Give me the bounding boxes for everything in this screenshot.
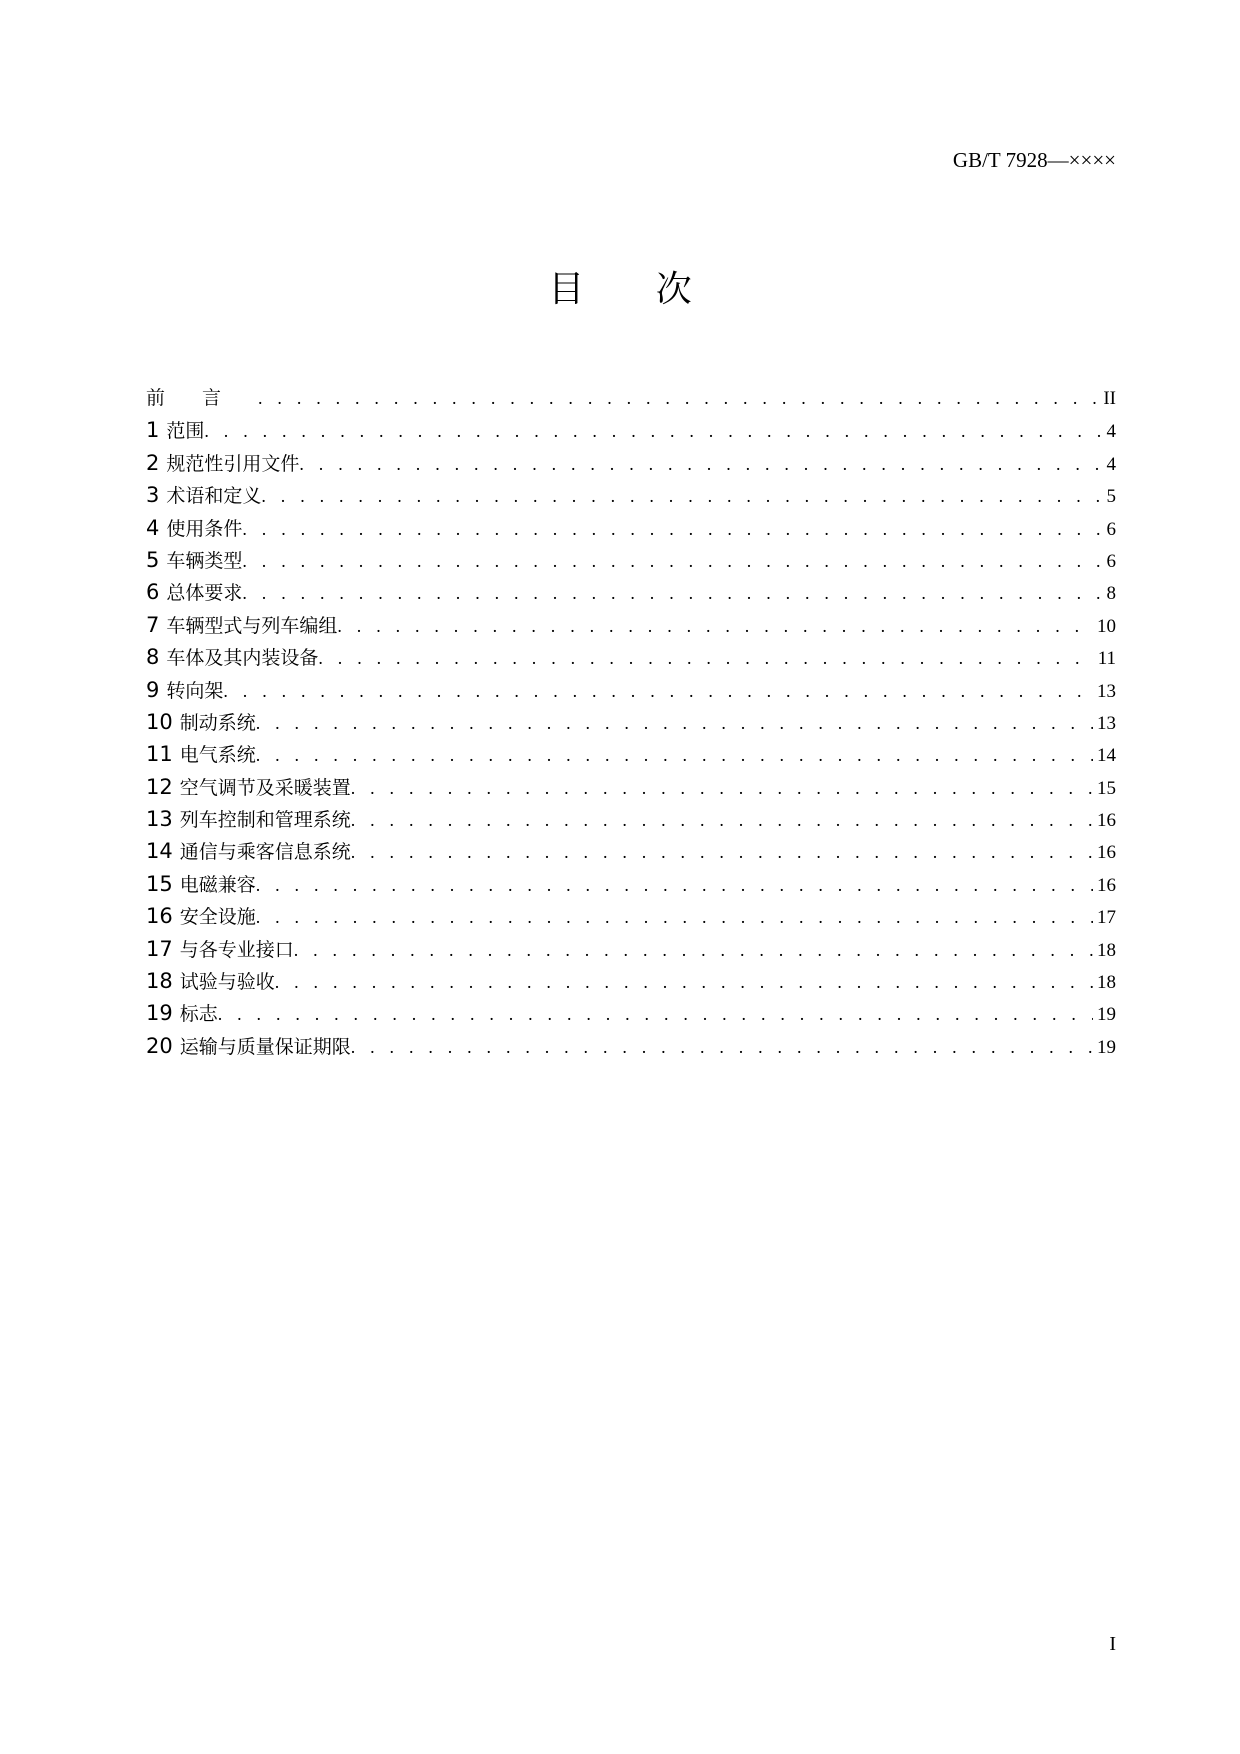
toc-entry-page: 16 xyxy=(1097,842,1116,864)
toc-entry-number: 4 xyxy=(146,515,160,540)
toc-leader-dots xyxy=(223,675,1093,706)
toc-entry-number: 16 xyxy=(146,904,173,929)
toc-entry-page: 16 xyxy=(1097,810,1116,832)
toc-entry[interactable] xyxy=(146,738,1116,770)
toc-entry[interactable] xyxy=(146,868,1116,900)
toc-entry-number: 15 xyxy=(146,871,173,896)
toc-entry-label: 总体要求 xyxy=(166,582,243,605)
toc-entry-number: 11 xyxy=(146,742,173,767)
toc-entry-page: 4 xyxy=(1106,421,1116,443)
page-number: I xyxy=(1109,1633,1116,1655)
toc-entry-page: 6 xyxy=(1106,518,1116,540)
toc-entry-label: 前言 xyxy=(146,387,259,409)
toc-entry[interactable] xyxy=(146,771,1116,803)
toc-entry-label: 空气调节及采暖装置 xyxy=(179,776,351,799)
toc-entry-label: 列车控制和管理系统 xyxy=(179,809,351,832)
toc-entry-label: 车体及其内装设备 xyxy=(166,647,319,670)
toc-entry-label: 安全设施 xyxy=(179,906,256,929)
toc-leader-dots xyxy=(351,836,1093,867)
toc-entry[interactable] xyxy=(146,1030,1116,1062)
toc-entry-label: 试验与验收 xyxy=(179,971,275,994)
toc-leader-dots xyxy=(242,513,1102,544)
toc-entry-label: 转向架 xyxy=(166,679,224,702)
toc-entry-label: 车辆型式与列车编组 xyxy=(166,614,338,637)
toc-entry-page: 18 xyxy=(1097,939,1116,961)
toc-entry-number: 8 xyxy=(146,645,160,670)
toc-entry[interactable] xyxy=(146,447,1116,479)
toc-entry[interactable] xyxy=(146,512,1116,544)
toc-entry-number: 20 xyxy=(146,1033,173,1058)
toc-entry[interactable] xyxy=(146,900,1116,932)
toc-leader-dots xyxy=(256,901,1093,932)
toc-leader-dots xyxy=(318,642,1093,673)
toc-entry[interactable] xyxy=(146,997,1116,1029)
toc-leader-dots xyxy=(256,869,1093,900)
toc-entry[interactable] xyxy=(146,803,1116,835)
toc-entry[interactable] xyxy=(146,965,1116,997)
toc-entry[interactable] xyxy=(146,576,1116,608)
toc-entry-label: 标志 xyxy=(179,1003,218,1026)
toc-entry-label: 电磁兼容 xyxy=(179,873,256,896)
toc-entry-page: 6 xyxy=(1106,550,1116,572)
toc-leader-dots xyxy=(261,480,1102,511)
toc-entry-page: 14 xyxy=(1097,745,1116,767)
document-code: GB/T 7928—×××× xyxy=(952,148,1116,172)
toc-entry-page: II xyxy=(1103,388,1116,409)
toc-leader-dots xyxy=(275,966,1093,997)
toc-leader-dots xyxy=(258,382,1099,414)
toc-leader-dots xyxy=(351,1031,1093,1062)
toc-leader-dots xyxy=(218,998,1093,1029)
toc-entry-number: 2 xyxy=(146,450,160,475)
toc-entry-number: 10 xyxy=(146,709,173,734)
toc-entry-label: 使用条件 xyxy=(166,517,243,540)
toc-entry-page: 18 xyxy=(1097,972,1116,994)
toc-entry-page: 17 xyxy=(1097,907,1116,929)
toc-entry-number: 7 xyxy=(146,612,160,637)
toc-entry-label: 电气系统 xyxy=(179,744,256,767)
toc-entry-foreword[interactable] xyxy=(146,382,1116,414)
toc-entry[interactable] xyxy=(146,544,1116,576)
toc-leader-dots xyxy=(294,934,1093,965)
toc-entry-label: 运输与质量保证期限 xyxy=(179,1035,351,1058)
toc-entry[interactable] xyxy=(146,479,1116,511)
toc-entry-label: 与各专业接口 xyxy=(179,938,294,961)
toc-entry[interactable] xyxy=(146,933,1116,965)
toc-entry-number: 13 xyxy=(146,807,173,832)
toc-entry-number: 9 xyxy=(146,677,160,702)
toc-entry[interactable] xyxy=(146,414,1116,446)
toc-entry-number: 14 xyxy=(146,839,173,864)
toc-leader-dots xyxy=(256,707,1093,738)
toc-entry-label: 规范性引用文件 xyxy=(166,452,300,475)
toc-entry-number: 12 xyxy=(146,774,173,799)
toc-entry-number: 19 xyxy=(146,1001,173,1026)
toc-leader-dots xyxy=(242,545,1102,576)
toc-entry-page: 11 xyxy=(1097,648,1116,670)
toc-entry-page: 5 xyxy=(1106,486,1116,508)
toc-leader-dots xyxy=(242,577,1102,608)
toc-entry[interactable] xyxy=(146,674,1116,706)
toc-leader-dots xyxy=(204,415,1102,446)
toc-title: 目 次 xyxy=(548,269,722,310)
toc-entry-number: 3 xyxy=(146,483,160,508)
toc-leader-dots xyxy=(256,739,1093,770)
toc-entry-page: 15 xyxy=(1097,777,1116,799)
toc-entry[interactable] xyxy=(146,641,1116,673)
toc-entry-label: 制动系统 xyxy=(179,711,256,734)
toc-entry[interactable] xyxy=(146,706,1116,738)
toc-entry-page: 16 xyxy=(1097,874,1116,896)
toc-leader-dots xyxy=(299,448,1102,479)
toc-entry-label: 通信与乘客信息系统 xyxy=(179,841,351,864)
toc-entry-number: 5 xyxy=(146,547,160,572)
toc-entry-page: 10 xyxy=(1097,615,1116,637)
toc-entry-page: 8 xyxy=(1106,583,1116,605)
toc-entry-label: 术语和定义 xyxy=(166,485,262,508)
toc-entry-page: 13 xyxy=(1097,680,1116,702)
table-of-contents xyxy=(146,382,1116,1062)
toc-entry-number: 6 xyxy=(146,580,160,605)
toc-entry-number: 17 xyxy=(146,936,173,961)
toc-entry-number: 1 xyxy=(146,418,160,443)
toc-entry-label: 范围 xyxy=(166,420,205,443)
toc-entry-label: 车辆类型 xyxy=(166,549,243,572)
toc-entry[interactable] xyxy=(146,835,1116,867)
toc-entry-page: 13 xyxy=(1097,712,1116,734)
toc-leader-dots xyxy=(351,772,1093,803)
toc-entry[interactable] xyxy=(146,609,1116,641)
toc-entry-page: 19 xyxy=(1097,1036,1116,1058)
toc-entry-page: 19 xyxy=(1097,1004,1116,1026)
toc-leader-dots xyxy=(351,804,1093,835)
toc-entry-page: 4 xyxy=(1106,453,1116,475)
toc-entry-number: 18 xyxy=(146,969,173,994)
toc-leader-dots xyxy=(337,610,1093,641)
